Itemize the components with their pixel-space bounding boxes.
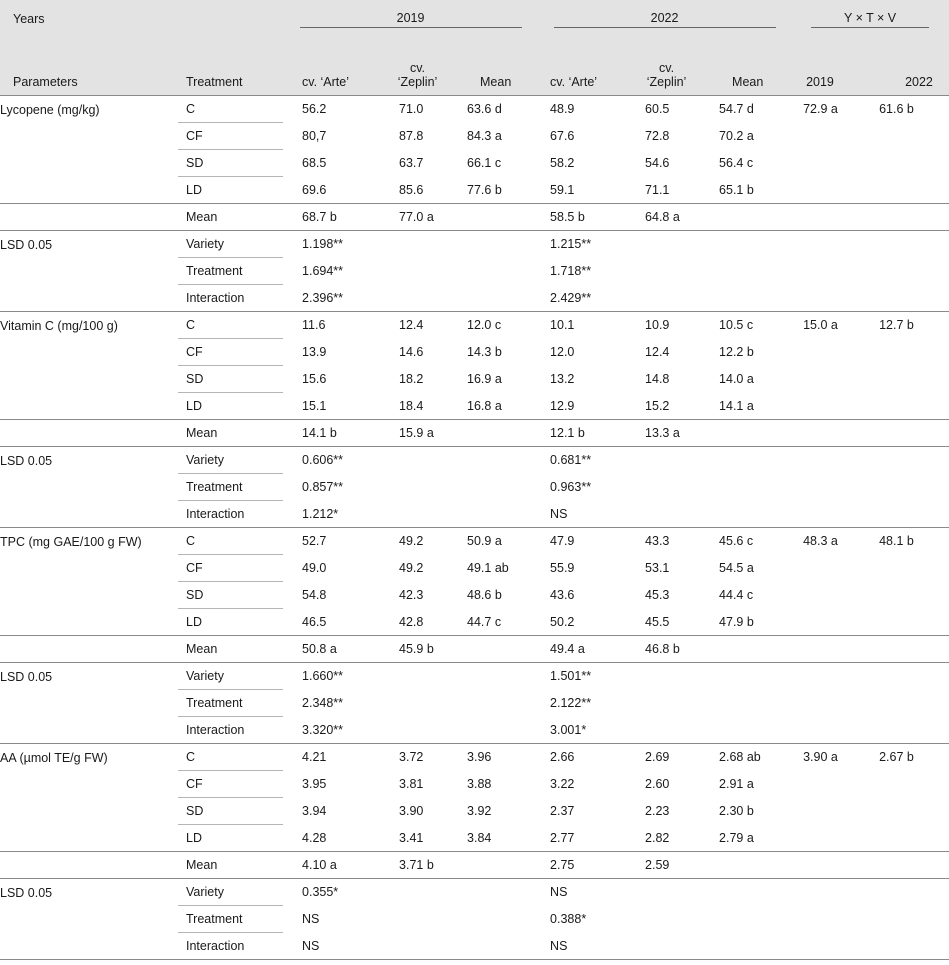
mean-2022-value: 56.4 c: [719, 156, 754, 170]
mean-row-empty: [707, 636, 791, 663]
zeplin-2022-mean: 46.8 b: [645, 642, 680, 656]
zeplin-2019-value: 71.0: [399, 102, 424, 117]
zeplin-2022-value: 10.9: [645, 318, 670, 333]
zeplin-2022-value: 43.3: [645, 534, 670, 549]
ytv-2022-value: [867, 771, 949, 798]
arte-2019-value: 46.5: [302, 614, 327, 629]
lsd-2019-value: 2.396**: [302, 290, 344, 305]
lsd-2019-value: 3.320**: [302, 722, 344, 737]
lsd-2022-value: 2.429**: [550, 290, 592, 305]
treatment-label: LD: [186, 183, 202, 197]
lsd-empty: [791, 717, 867, 744]
lsd-empty: [791, 231, 867, 258]
mean-2019-value: 77.6 b: [467, 182, 502, 197]
arte-2022-value: 3.22: [550, 777, 575, 791]
zeplin-2022-header: [626, 37, 707, 96]
variety-mean-row: [0, 420, 949, 447]
interaction-group: [791, 0, 949, 37]
arte-2022-value: 59.1: [550, 182, 575, 197]
mean-row-label: Mean: [186, 210, 218, 224]
arte-2019-value: 15.1: [302, 398, 327, 413]
mean-2019-value: 44.7 c: [467, 614, 502, 629]
zeplin-2019-value: 18.2: [399, 372, 424, 386]
mean-2022-value: 70.2 a: [719, 129, 754, 143]
zeplin-2022-value: 12.4: [645, 345, 670, 359]
year-2022-label: 2022: [554, 9, 776, 28]
arte-2019-value: 15.6: [302, 372, 327, 386]
arte-2022-header: cv. ‘Arte’: [538, 37, 626, 96]
mean-row-label: Mean: [186, 426, 218, 440]
ytv-2022-value: [867, 150, 949, 177]
year-2019-label: 2019: [300, 9, 522, 28]
mean-2019-value: 66.1 c: [467, 156, 502, 170]
lsd-2022-value: 1.501**: [550, 669, 592, 684]
lsd-2022-value: 0.963**: [550, 480, 592, 494]
mean-2019-value: 3.88: [467, 777, 492, 791]
lsd-2022-value: 1.718**: [550, 264, 592, 278]
table-row: [0, 744, 949, 771]
ytv-2022-value: [867, 339, 949, 366]
treatment-label: CF: [178, 123, 283, 150]
zeplin-2019-value: 49.2: [399, 534, 424, 549]
arte-2019-mean: 68.7 b: [302, 210, 337, 224]
lsd-empty: [867, 474, 949, 501]
zeplin-2019-header: [380, 37, 455, 96]
lsd-empty: [791, 474, 867, 501]
mean-2019-value: 16.8 a: [467, 398, 502, 413]
treatment-label: CF: [178, 771, 283, 798]
zeplin-2022-value: 2.69: [645, 750, 670, 765]
ytv-2019-value: [791, 393, 867, 420]
mean-row-empty: [791, 420, 867, 447]
arte-2019-value: 80,7: [302, 129, 327, 143]
arte-2022-value: 67.6: [550, 129, 575, 143]
zeplin-2022-header-line1: cv.: [659, 61, 675, 75]
lsd-empty: [867, 285, 949, 312]
arte-2022-value: 2.77: [550, 830, 575, 845]
zeplin-2019-mean: 45.9 b: [399, 642, 434, 656]
ytv-2019-value: 72.9 a: [803, 102, 838, 117]
lsd-empty: [867, 663, 949, 690]
ytv-2019-value: [791, 582, 867, 609]
zeplin-2019-value: 63.7: [399, 156, 424, 170]
ytv-2019-value: [791, 366, 867, 393]
mean-row-spacer: [0, 852, 178, 879]
lsd-factor-label: Interaction: [186, 939, 245, 953]
mean-row-empty: [867, 636, 949, 663]
lsd-2019-value: 2.348**: [302, 696, 344, 710]
treatment-label: C: [178, 528, 283, 555]
mean-2019-value: 3.84: [467, 830, 492, 845]
ytv-2019-value: [791, 150, 867, 177]
mean-2019-value: 63.6 d: [467, 102, 502, 117]
ytv-2022-value: [867, 825, 949, 852]
arte-2022-value: 50.2: [550, 614, 575, 629]
variety-mean-row: [0, 204, 949, 231]
variety-mean-row: [0, 636, 949, 663]
mean-row-empty: [791, 636, 867, 663]
arte-2022-value: 43.6: [550, 588, 575, 602]
treatment-label: LD: [186, 831, 202, 845]
lsd-label: LSD 0.05: [0, 886, 53, 900]
ytv-2022-value: [867, 393, 949, 420]
lsd-empty: [791, 285, 867, 312]
lsd-2022-value: NS: [550, 938, 568, 953]
mean-row-empty: [791, 852, 867, 879]
mean-row-spacer: [0, 636, 178, 663]
lsd-2022-value: 0.681**: [550, 453, 592, 468]
arte-2019-value: 3.95: [302, 777, 327, 791]
zeplin-2022-value: 14.8: [645, 372, 670, 386]
interaction-group-label: Y × T × V: [811, 9, 929, 28]
lsd-2022-value: 0.388*: [550, 912, 587, 926]
table-row: [0, 312, 949, 339]
ytv-2019-value: [791, 825, 867, 852]
mean-2022-value: 65.1 b: [719, 182, 754, 197]
arte-2022-value: 10.1: [550, 318, 575, 333]
arte-2019-value: 3.94: [302, 804, 327, 818]
arte-2022-value: 13.2: [550, 372, 575, 386]
mean-2019-value: 3.92: [467, 804, 492, 818]
ytv-2022-value: 2.67 b: [879, 750, 914, 765]
treatment-label: CF: [178, 339, 283, 366]
zeplin-2019-value: 42.3: [399, 588, 424, 602]
lsd-factor-label: Interaction: [186, 507, 245, 521]
zeplin-2022-mean: 13.3 a: [645, 426, 680, 440]
mean-row-label: Mean: [186, 858, 218, 872]
zeplin-2019-value: 14.6: [399, 345, 424, 359]
arte-2022-value: 2.37: [550, 804, 575, 818]
mean-row-empty: [867, 204, 949, 231]
ytv-2022-value: 48.1 b: [879, 534, 914, 549]
mean-2019-value: 14.3 b: [467, 345, 502, 359]
zeplin-2019-mean: 15.9 a: [399, 426, 434, 440]
zeplin-2019-value: 87.8: [399, 129, 424, 143]
treatment-label: C: [178, 96, 283, 123]
zeplin-2019-header-line1: cv.: [409, 61, 426, 75]
year-2022-group: [538, 0, 791, 37]
zeplin-2022-header-line2: ‘Zeplin’: [646, 75, 687, 89]
lsd-label: LSD 0.05: [0, 670, 53, 684]
zeplin-2022-mean: 2.59: [645, 858, 670, 872]
zeplin-2019-value: 85.6: [399, 182, 424, 197]
ytv-2022-value: 61.6 b: [879, 102, 914, 117]
mean-row-empty: [867, 852, 949, 879]
arte-2022-value: 55.9: [550, 561, 575, 575]
arte-2019-value: 49.0: [302, 561, 327, 575]
mean-row-empty: [707, 852, 791, 879]
lsd-2022-value: 3.001*: [550, 722, 587, 737]
treatment-label: CF: [178, 555, 283, 582]
zeplin-2019-value: 3.81: [399, 777, 424, 791]
mean-2019-value: 16.9 a: [467, 372, 502, 386]
lsd-2022-value: 2.122**: [550, 696, 592, 710]
arte-2019-value: 69.6: [302, 182, 327, 197]
zeplin-2022-value: 15.2: [645, 398, 670, 413]
lsd-empty: [867, 231, 949, 258]
zeplin-2019-value: 3.90: [399, 804, 424, 818]
lsd-2019-value: 1.694**: [302, 264, 344, 278]
arte-2022-mean: 12.1 b: [550, 426, 585, 440]
lsd-empty: [791, 501, 867, 528]
lsd-row: [0, 231, 949, 258]
zeplin-2022-value: 45.3: [645, 588, 670, 602]
lsd-factor-label: Treatment: [178, 474, 283, 501]
treatment-label: C: [178, 744, 283, 771]
lsd-empty: [867, 906, 949, 933]
treatment-label: LD: [186, 615, 202, 629]
arte-2019-mean: 14.1 b: [302, 426, 337, 440]
mean-2022-value: 47.9 b: [719, 614, 754, 629]
arte-2019-value: 54.8: [302, 588, 327, 602]
ytv-2019-value: 48.3 a: [803, 534, 838, 549]
lsd-empty: [867, 717, 949, 744]
mean-2022-value: 44.4 c: [719, 588, 754, 602]
lsd-row: [0, 879, 949, 906]
lsd-2019-value: 0.857**: [302, 480, 344, 494]
parameter-name: Lycopene (mg/kg): [0, 103, 100, 117]
mean-2019-value: 12.0 c: [467, 318, 502, 333]
parameters-header: Parameters: [0, 37, 178, 96]
arte-2022-value: 12.9: [550, 398, 575, 413]
mean-2022-value: 54.7 d: [719, 102, 754, 117]
mean-2022-value: 45.6 c: [719, 534, 754, 549]
lsd-row: [0, 663, 949, 690]
treatment-label: C: [178, 312, 283, 339]
lsd-empty: [867, 690, 949, 717]
header-row-columns: [0, 37, 949, 96]
lsd-2022-value: NS: [550, 506, 568, 521]
lsd-2019-value: NS: [302, 912, 320, 926]
zeplin-2022-value: 54.6: [645, 156, 670, 170]
lsd-2019-value: 0.355*: [302, 885, 339, 900]
ytv-2022-value: 12.7 b: [879, 318, 914, 333]
arte-2019-value: 11.6: [302, 318, 326, 333]
treatment-label: SD: [178, 150, 283, 177]
ytv-2019-value: 3.90 a: [803, 750, 838, 765]
lsd-empty: [791, 447, 867, 474]
lsd-factor-label: Variety: [178, 447, 283, 474]
zeplin-2022-value: 53.1: [645, 561, 670, 575]
arte-2022-value: 47.9: [550, 534, 575, 549]
zeplin-2019-value: 42.8: [399, 614, 424, 629]
zeplin-2022-value: 2.82: [645, 830, 670, 845]
parameter-name: Vitamin C (mg/100 g): [0, 319, 118, 333]
ytv-2022-value: [867, 798, 949, 825]
ytv-2019-value: [791, 123, 867, 150]
mean-row-empty: [791, 204, 867, 231]
treatment-header: Treatment: [178, 37, 283, 96]
mean-2022-value: 12.2 b: [719, 345, 754, 359]
lsd-2019-value: 1.660**: [302, 669, 344, 684]
zeplin-2019-value: 18.4: [399, 398, 424, 413]
zeplin-2022-value: 2.23: [645, 804, 670, 818]
lsd-label: LSD 0.05: [0, 454, 53, 468]
table-row: [0, 96, 949, 123]
arte-2019-header: cv. ‘Arte’: [283, 37, 380, 96]
lsd-empty: [867, 933, 949, 960]
zeplin-2022-value: 60.5: [645, 102, 670, 117]
table-body: [0, 96, 949, 960]
arte-2022-mean: 58.5 b: [550, 210, 585, 224]
mean-row-empty: [455, 636, 538, 663]
arte-2022-value: 58.2: [550, 156, 575, 170]
mean-row-empty: [707, 420, 791, 447]
ytv-2022-value: [867, 609, 949, 636]
lsd-2022-value: NS: [550, 885, 568, 900]
lsd-2019-value: 1.212*: [302, 506, 339, 521]
mean-2022-value: 10.5 c: [719, 318, 754, 333]
ytv-2019-value: [791, 771, 867, 798]
arte-2019-mean: 50.8 a: [302, 642, 337, 656]
mean-2019-header: Mean: [455, 37, 538, 96]
lsd-factor-label: Variety: [178, 231, 283, 258]
year-2019-group: [283, 0, 538, 37]
lsd-empty: [867, 879, 949, 906]
lsd-label: LSD 0.05: [0, 238, 53, 252]
ytv-2022-header: 2022: [867, 37, 949, 96]
lsd-factor-label: Treatment: [178, 690, 283, 717]
lsd-2019-value: 0.606**: [302, 453, 344, 468]
arte-2019-value: 13.9: [302, 345, 327, 359]
mean-row-empty: [707, 204, 791, 231]
mean-2019-value: 50.9 a: [467, 534, 502, 549]
lsd-factor-label: Variety: [178, 879, 283, 906]
zeplin-2019-value: 3.72: [399, 750, 424, 765]
arte-2019-value: 52.7: [302, 534, 327, 549]
mean-2022-value: 54.5 a: [719, 561, 754, 575]
header-row-years: [0, 0, 949, 37]
mean-2022-value: 2.30 b: [719, 804, 754, 818]
mean-row-empty: [455, 852, 538, 879]
mean-2019-value: 49.1 ab: [467, 561, 509, 575]
zeplin-2022-value: 2.60: [645, 777, 670, 791]
arte-2022-value: 2.66: [550, 750, 575, 765]
lsd-empty: [791, 663, 867, 690]
lsd-empty: [867, 447, 949, 474]
arte-2019-value: 56.2: [302, 102, 327, 117]
lsd-2019-value: 1.198**: [302, 237, 344, 252]
ytv-2022-value: [867, 366, 949, 393]
mean-2019-value: 3.96: [467, 750, 492, 765]
mean-2022-value: 2.68 ab: [719, 750, 761, 765]
mean-2019-value: 84.3 a: [467, 129, 502, 143]
zeplin-2022-mean: 64.8 a: [645, 210, 680, 224]
arte-2019-mean: 4.10 a: [302, 858, 337, 872]
lsd-empty: [791, 258, 867, 285]
zeplin-2022-value: 71.1: [645, 182, 670, 197]
lsd-2019-value: NS: [302, 938, 320, 953]
ytv-2019-value: [791, 339, 867, 366]
lsd-empty: [867, 501, 949, 528]
variety-mean-row: [0, 852, 949, 879]
zeplin-2022-value: 45.5: [645, 614, 670, 629]
ytv-2019-value: [791, 798, 867, 825]
zeplin-2019-value: 49.2: [399, 561, 424, 575]
ytv-2019-value: [791, 609, 867, 636]
ytv-2022-value: [867, 123, 949, 150]
mean-2022-header: Mean: [707, 37, 791, 96]
lsd-empty: [867, 258, 949, 285]
lsd-factor-label: Treatment: [178, 258, 283, 285]
ytv-2022-value: [867, 555, 949, 582]
treatment-label: SD: [178, 366, 283, 393]
lsd-empty: [791, 879, 867, 906]
ytv-2019-value: [791, 177, 867, 204]
ytv-2019-header: 2019: [791, 37, 867, 96]
zeplin-2019-header-line2: ‘Zeplin’: [397, 75, 438, 89]
lsd-factor-label: Variety: [178, 663, 283, 690]
arte-2022-mean: 49.4 a: [550, 642, 585, 656]
arte-2022-value: 48.9: [550, 102, 575, 117]
mean-row-empty: [455, 204, 538, 231]
zeplin-2019-value: 12.4: [399, 318, 424, 333]
zeplin-2022-value: 72.8: [645, 129, 670, 143]
zeplin-2019-mean: 77.0 a: [399, 210, 434, 224]
lsd-row: [0, 447, 949, 474]
mean-2022-value: 14.1 a: [719, 398, 754, 413]
table-row: [0, 528, 949, 555]
mean-2022-value: 2.91 a: [719, 777, 754, 791]
arte-2019-value: 68.5: [302, 156, 327, 170]
arte-2022-value: 12.0: [550, 345, 575, 359]
mean-row-label: Mean: [186, 642, 218, 656]
arte-2019-value: 4.21: [302, 750, 327, 765]
mean-row-empty: [455, 420, 538, 447]
lsd-2022-value: 1.215**: [550, 237, 592, 252]
mean-row-empty: [867, 420, 949, 447]
treatment-label: SD: [178, 798, 283, 825]
lsd-factor-label: Interaction: [186, 723, 245, 737]
ytv-2019-value: [791, 555, 867, 582]
zeplin-2019-mean: 3.71 b: [399, 858, 434, 872]
lsd-factor-label: Interaction: [186, 291, 245, 305]
mean-2022-value: 14.0 a: [719, 372, 754, 386]
ytv-2022-value: [867, 582, 949, 609]
zeplin-2019-value: 3.41: [399, 830, 424, 845]
arte-2022-mean: 2.75: [550, 858, 575, 872]
lsd-factor-label: Treatment: [178, 906, 283, 933]
ytv-2022-value: [867, 177, 949, 204]
arte-2019-value: 4.28: [302, 830, 327, 845]
parameter-name: AA (µmol TE/g FW): [0, 751, 108, 765]
treatment-label: LD: [186, 399, 202, 413]
lsd-empty: [791, 690, 867, 717]
treatment-label: SD: [178, 582, 283, 609]
mean-row-spacer: [0, 204, 178, 231]
lsd-empty: [791, 933, 867, 960]
years-label: Years: [0, 0, 283, 37]
parameter-name: TPC (mg GAE/100 g FW): [0, 535, 142, 549]
mean-row-spacer: [0, 420, 178, 447]
lsd-empty: [791, 906, 867, 933]
mean-2022-value: 2.79 a: [719, 830, 754, 845]
ytv-2019-value: 15.0 a: [803, 318, 838, 333]
mean-2019-value: 48.6 b: [467, 588, 502, 602]
